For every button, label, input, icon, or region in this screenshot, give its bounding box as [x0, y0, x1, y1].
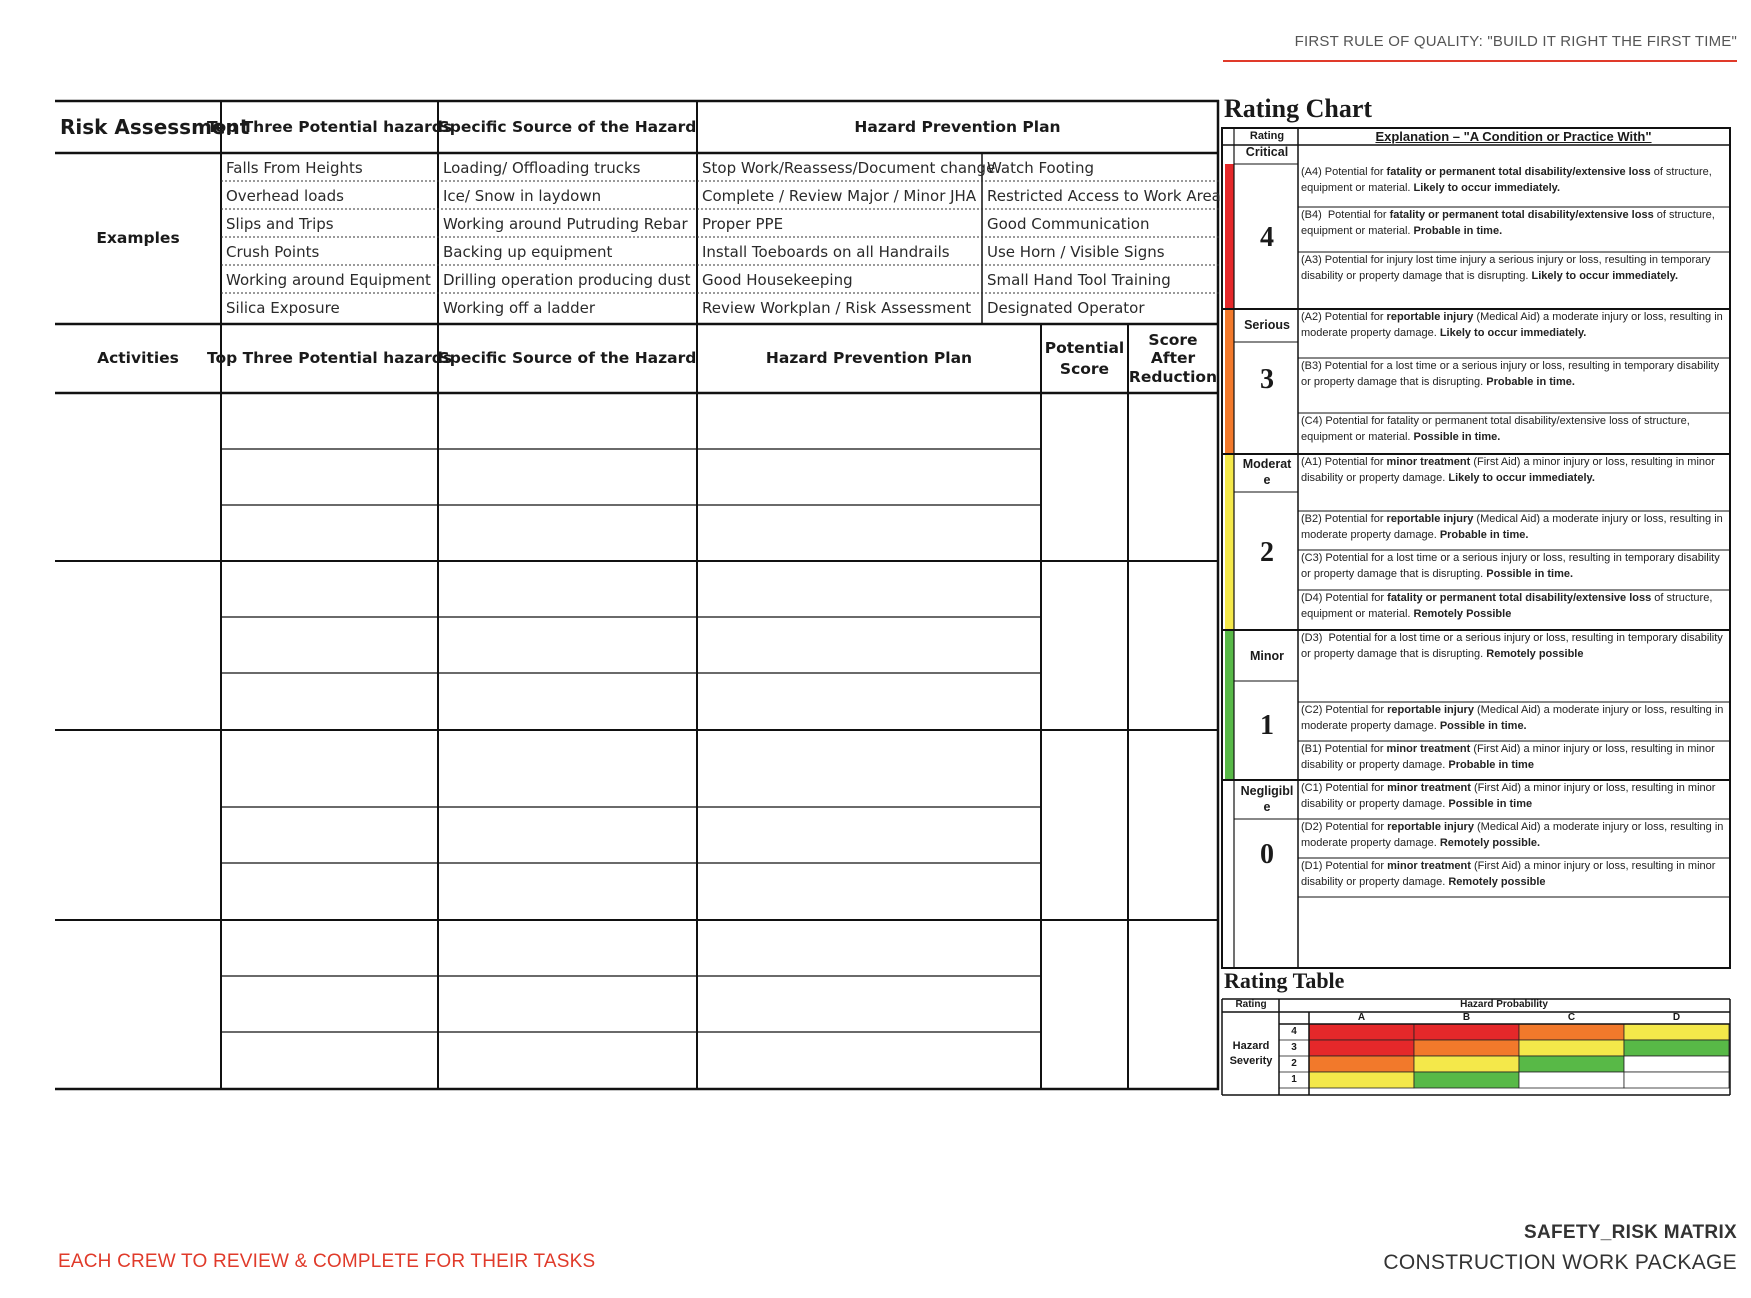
plan-entry-cell[interactable]	[699, 451, 1039, 503]
score-after-reduction-cell[interactable]	[1130, 732, 1216, 918]
severity-level-label: 2	[1291, 1058, 1297, 1069]
plan-entry-cell[interactable]	[699, 795, 1039, 854]
crew-instruction: EACH CREW TO REVIEW & COMPLETE FOR THEIR TASKS	[58, 1251, 596, 1272]
document-subtitle: CONSTRUCTION WORK PACKAGE	[1383, 1251, 1737, 1274]
level-label-moderate: Moderat e	[1242, 457, 1292, 488]
source-entry-cell[interactable]	[440, 395, 695, 447]
example-hazard: Overhead loads	[226, 187, 344, 205]
explanation-text: (D2) Potential for reportable injury (Medical Aid) a moderate injury or loss, resulting in moderate property damage. Remotely possible.	[1301, 821, 1724, 849]
activity-cell[interactable]	[57, 732, 219, 918]
probability-column-label: D	[1672, 1012, 1681, 1023]
level-label-serious: Serious	[1244, 318, 1290, 332]
risk-matrix-cell	[1414, 1040, 1519, 1056]
risk-matrix-cell	[1519, 1056, 1624, 1072]
potential-score-line-1: Potential	[1044, 339, 1125, 358]
rating-table-title: Rating Table	[1224, 968, 1345, 993]
explanation-text: (C3) Potential for a lost time or a serious injury or loss, resulting in temporary disability or property damage that is disrupting. Possible in time.	[1301, 552, 1720, 580]
example-header-plan: Hazard Prevention Plan	[854, 118, 1061, 137]
plan-entry-cell[interactable]	[699, 676, 1039, 728]
example-hazard: Falls From Heights	[226, 159, 363, 177]
activity-cell[interactable]	[57, 563, 219, 728]
activity-cell[interactable]	[57, 922, 219, 1087]
rating-table-body	[1221, 998, 1731, 1096]
explanation-text: (B3) Potential for a lost time or a serious injury or loss, resulting in temporary disability or property damage that is disrupting. Probable in time.	[1301, 360, 1720, 388]
explanation-text: (B2) Potential for reportable injury (Medical Aid) a moderate injury or loss, resulting in moderate property damage. Probable in time.	[1301, 513, 1723, 541]
risk-matrix-cell	[1309, 1024, 1414, 1040]
level-digit-3: 3	[1260, 364, 1274, 395]
risk-assessment-table	[55, 100, 1219, 1090]
score-after-reduction-header	[1128, 324, 1218, 393]
risk-matrix-cell	[1519, 1072, 1624, 1088]
example-source: Working off a ladder	[443, 299, 595, 317]
example-source: Working around Putruding Rebar	[443, 215, 688, 233]
score-after-line-2: After	[1150, 349, 1196, 368]
example-plan-1: Stop Work/Reassess/Document change	[702, 159, 996, 177]
plan-entry-cell[interactable]	[699, 563, 1039, 615]
explanation-text: (A2) Potential for reportable injury (Medical Aid) a moderate injury or loss, resulting in moderate property damage. Likely to occur immediately.	[1301, 311, 1723, 339]
explanation-text: (A1) Potential for minor treatment (First Aid) a minor injury or loss, resulting in minor disability or property damage. Likely to occur immediately.	[1301, 456, 1715, 484]
document-title: SAFETY_RISK MATRIX	[1523, 1222, 1737, 1243]
activities-source-header: Specific Source of the Hazard	[438, 349, 697, 368]
explanation-text: (D3) Potential for a lost time or a serious injury or loss, resulting in temporary disability or property damage that is disrupting. Remotely possible	[1301, 632, 1723, 660]
explanation-text: (B4) Potential for fatality or permanent total disability/extensive loss of structure, equipment or material. Probable in time.	[1301, 209, 1715, 237]
source-entry-cell[interactable]	[440, 859, 695, 918]
explanation-text: (D4) Potential for fatality or permanent total disability/extensive loss of structure, equipment or material. Remotely Possible	[1301, 592, 1713, 620]
explanation-text: (C4) Potential for fatality or permanent total disability/extensive loss of structure, equipment or material. Possible in time.	[1301, 415, 1690, 443]
hazard-entry-cell[interactable]	[223, 395, 436, 447]
risk-matrix-cell	[1414, 1056, 1519, 1072]
severity-level-label: 1	[1291, 1074, 1297, 1085]
example-hazard: Slips and Trips	[226, 215, 334, 233]
plan-entry-cell[interactable]	[699, 859, 1039, 918]
score-after-reduction-cell[interactable]	[1130, 563, 1216, 728]
activities-header: Activities	[97, 349, 179, 368]
moderate-color-bar	[1225, 454, 1234, 630]
probability-column-label: C	[1567, 1012, 1576, 1023]
example-hazard: Working around Equipment	[226, 271, 431, 289]
level-label-negligible: Negligibl e	[1240, 784, 1294, 815]
hazard-entry-cell[interactable]	[223, 795, 436, 854]
source-entry-cell[interactable]	[440, 507, 695, 559]
potential-score-header	[1041, 326, 1128, 392]
example-plan-1: Proper PPE	[702, 215, 784, 233]
hazard-severity-label: Hazard Severity	[1229, 1040, 1273, 1067]
potential-score-line-2: Score	[1059, 360, 1110, 378]
hazard-entry-cell[interactable]	[223, 1035, 436, 1087]
example-plan-2: Designated Operator	[987, 299, 1145, 317]
source-entry-cell[interactable]	[440, 451, 695, 503]
example-header-source: Specific Source of the Hazard	[438, 118, 697, 137]
example-plan-2: Small Hand Tool Training	[987, 271, 1171, 289]
examples-label: Examples	[96, 229, 180, 248]
header-rule	[1223, 60, 1737, 62]
risk-matrix-cell	[1414, 1072, 1519, 1088]
risk-matrix-cell	[1624, 1024, 1729, 1040]
example-header-hazards: Top Three Potential hazards	[206, 118, 453, 137]
hazard-entry-cell[interactable]	[223, 451, 436, 503]
hazard-entry-cell[interactable]	[223, 563, 436, 615]
example-source: Backing up equipment	[443, 243, 613, 261]
score-after-line-3: Reduction	[1128, 367, 1218, 386]
hazard-entry-cell[interactable]	[223, 507, 436, 559]
source-entry-cell[interactable]	[440, 563, 695, 615]
example-source: Loading/ Offloading trucks	[443, 159, 641, 177]
level-digit-1: 1	[1260, 710, 1274, 741]
hazard-entry-cell[interactable]	[223, 978, 436, 1030]
level-label-minor: Minor	[1249, 649, 1285, 663]
severity-level-label: 4	[1291, 1026, 1297, 1037]
source-entry-cell[interactable]	[440, 676, 695, 728]
hazard-entry-cell[interactable]	[223, 676, 436, 728]
activities-plan-header: Hazard Prevention Plan	[765, 349, 973, 368]
quality-rule-note: FIRST RULE OF QUALITY: "BUILD IT RIGHT THE FIRST TIME"	[1294, 33, 1737, 50]
level-digit-4: 4	[1260, 222, 1274, 253]
risk-matrix-cell	[1309, 1072, 1414, 1088]
risk-assessment-title: Risk Assessment	[60, 115, 250, 139]
explanation-text: (A4) Potential for fatality or permanent total disability/extensive loss of structure, equipment or material. Likely to occur immediately.	[1301, 166, 1712, 194]
probability-column-label: B	[1462, 1012, 1471, 1023]
source-entry-cell[interactable]	[440, 732, 695, 791]
example-plan-2: Watch Footing	[987, 159, 1094, 177]
rating-table-rating-header: Rating	[1235, 999, 1267, 1010]
potential-score-cell[interactable]	[1043, 732, 1126, 918]
plan-entry-cell[interactable]	[699, 978, 1039, 1030]
explanation-text: (D1) Potential for minor treatment (First Aid) a minor injury or loss, resulting in minor disability or property damage. Remotely possible	[1301, 860, 1716, 888]
example-source: Drilling operation producing dust	[443, 271, 691, 289]
explanation-column-header: Explanation – "A Condition or Practice With"	[1375, 129, 1652, 144]
potential-score-cell[interactable]	[1043, 563, 1126, 728]
source-entry-cell[interactable]	[440, 1035, 695, 1087]
example-hazard: Crush Points	[226, 243, 320, 261]
hazard-entry-cell[interactable]	[223, 859, 436, 918]
severity-level-label: 3	[1291, 1042, 1297, 1053]
source-entry-cell[interactable]	[440, 795, 695, 854]
rating-chart-title: Rating Chart	[1224, 94, 1373, 123]
risk-matrix-cell	[1309, 1040, 1414, 1056]
example-plan-2: Good Communication	[987, 215, 1150, 233]
plan-entry-cell[interactable]	[699, 1035, 1039, 1087]
level-digit-0: 0	[1260, 839, 1274, 870]
example-plan-2: Restricted Access to Work Area	[987, 187, 1221, 205]
risk-matrix-cell	[1624, 1040, 1729, 1056]
level-label-critical: Critical	[1245, 145, 1289, 159]
explanation-text: (C2) Potential for reportable injury (Medical Aid) a moderate injury or loss, resulting in moderate property damage. Possible in time.	[1301, 704, 1724, 732]
risk-matrix-cell	[1624, 1072, 1729, 1088]
source-entry-cell[interactable]	[440, 922, 695, 974]
risk-matrix-cell	[1309, 1056, 1414, 1072]
activities-hazards-header: Top Three Potential hazards	[206, 349, 453, 368]
source-entry-cell[interactable]	[440, 978, 695, 1030]
explanation-text: (A3) Potential for injury lost time injury a serious injury or loss, resulting in temporary disability or property damage that is disrupting. Likely to occur immediately.	[1301, 254, 1711, 282]
rating-column-header: Rating	[1249, 130, 1285, 142]
example-source: Ice/ Snow in laydown	[443, 187, 602, 205]
activity-cell[interactable]	[57, 395, 219, 559]
explanation-text: (C1) Potential for minor treatment (First Aid) a minor injury or loss, resulting in minor disability or property damage. Possible in time	[1301, 782, 1716, 810]
explanation-text: (B1) Potential for minor treatment (First Aid) a minor injury or loss, resulting in minor disability or property damage. Probable in time	[1301, 743, 1715, 771]
example-plan-1: Complete / Review Major / Minor JHA	[702, 187, 977, 205]
serious-color-bar	[1225, 309, 1234, 454]
example-plan-1: Review Workplan / Risk Assessment	[702, 299, 972, 317]
risk-matrix-cell	[1414, 1024, 1519, 1040]
level-digit-2: 2	[1260, 537, 1274, 568]
example-plan-1: Install Toeboards on all Handrails	[702, 243, 950, 261]
score-after-line-1: Score	[1148, 330, 1198, 349]
potential-score-cell[interactable]	[1043, 395, 1126, 559]
hazard-entry-cell[interactable]	[223, 732, 436, 791]
example-plan-1: Good Housekeeping	[702, 271, 853, 289]
example-plan-2: Use Horn / Visible Signs	[987, 243, 1165, 261]
plan-entry-cell[interactable]	[699, 922, 1039, 974]
rating-chart-body	[1221, 127, 1731, 969]
potential-score-cell[interactable]	[1043, 922, 1126, 1087]
minor-color-bar	[1225, 630, 1234, 780]
hazard-entry-cell[interactable]	[223, 619, 436, 671]
score-after-reduction-cell[interactable]	[1130, 395, 1216, 559]
example-hazard: Silica Exposure	[226, 299, 340, 317]
hazard-entry-cell[interactable]	[223, 922, 436, 974]
plan-entry-cell[interactable]	[699, 395, 1039, 447]
hazard-probability-header: Hazard Probability	[1460, 999, 1548, 1010]
probability-column-label: A	[1357, 1012, 1366, 1023]
risk-matrix-cell	[1519, 1040, 1624, 1056]
source-entry-cell[interactable]	[440, 619, 695, 671]
score-after-reduction-cell[interactable]	[1130, 922, 1216, 1087]
plan-entry-cell[interactable]	[699, 732, 1039, 791]
risk-matrix-cell	[1624, 1056, 1729, 1072]
risk-matrix-cell	[1519, 1024, 1624, 1040]
plan-entry-cell[interactable]	[699, 619, 1039, 671]
plan-entry-cell[interactable]	[699, 507, 1039, 559]
critical-color-bar	[1225, 164, 1234, 309]
